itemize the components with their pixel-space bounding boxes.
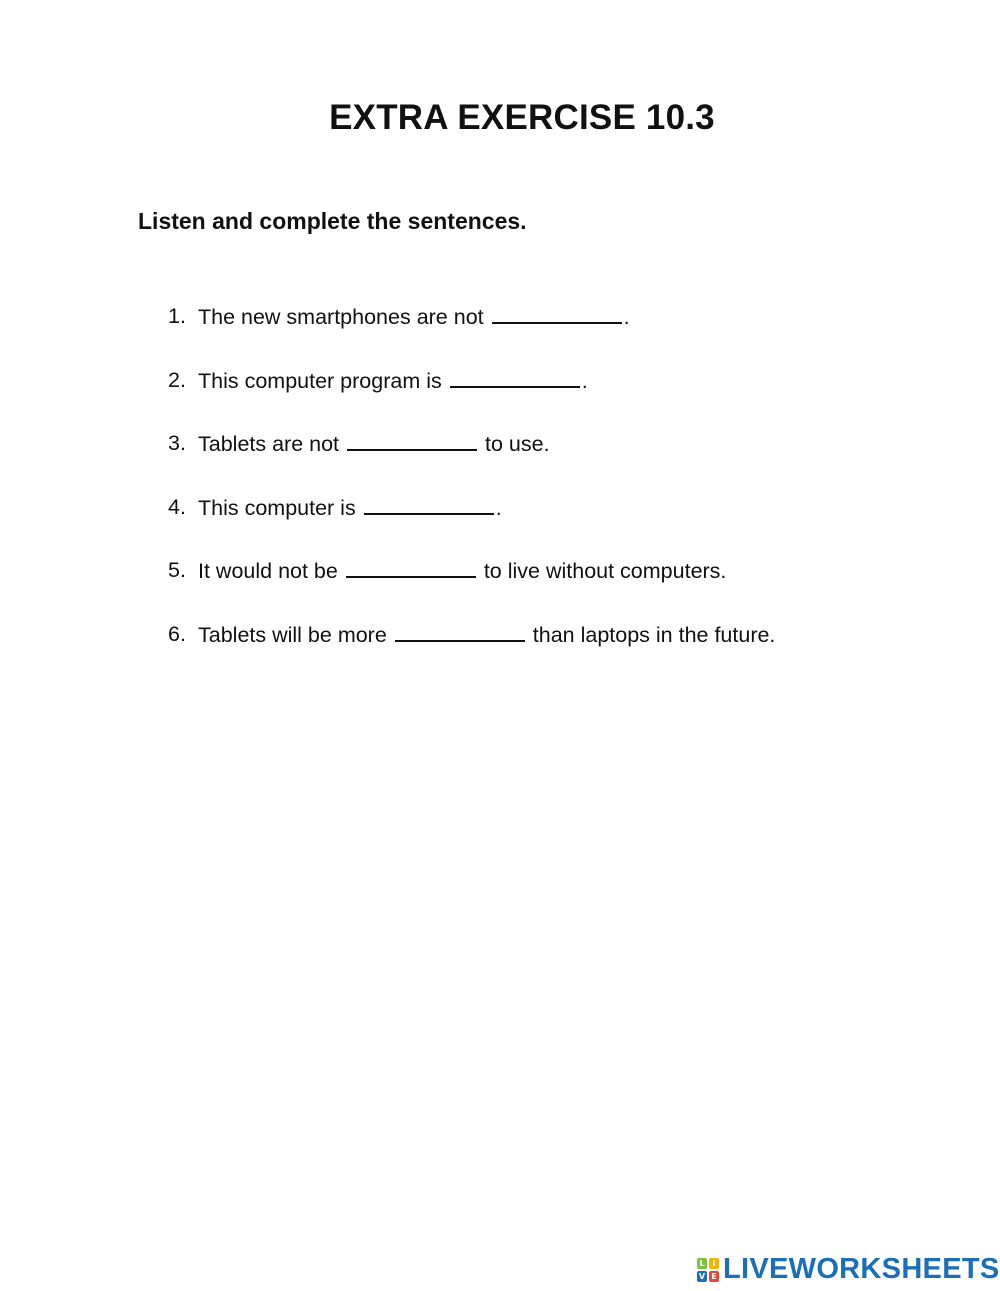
sentence-text: The new smartphones are not . xyxy=(198,302,630,366)
logo-letter: I xyxy=(709,1258,719,1269)
item-number: 2. xyxy=(168,367,186,392)
answer-blank[interactable] xyxy=(347,429,477,451)
item-number: 6. xyxy=(168,621,186,646)
sentence-text: Tablets will be more than laptops in the future. xyxy=(198,620,775,684)
item-number: 5. xyxy=(168,558,186,583)
list-item xyxy=(168,620,775,684)
logo-letter: V xyxy=(698,1271,706,1281)
logo-letter: L xyxy=(697,1258,707,1269)
answer-blank[interactable] xyxy=(450,366,580,388)
logo-letter: E xyxy=(709,1271,719,1282)
answer-blank[interactable] xyxy=(364,493,494,515)
sentence-text: This computer is . xyxy=(198,493,502,557)
sentence-list xyxy=(168,302,775,684)
list-item xyxy=(168,556,775,620)
sentence-text: It would not be to live without computers. xyxy=(198,556,726,620)
answer-blank[interactable] xyxy=(395,620,525,642)
logo-text: LIVEWORKSHEETS xyxy=(723,1253,1000,1285)
list-item xyxy=(168,429,775,493)
item-number: 4. xyxy=(168,494,186,519)
answer-blank[interactable] xyxy=(346,556,476,578)
list-item xyxy=(168,302,775,366)
liveworksheets-logo xyxy=(697,1253,1000,1286)
liveworksheets-logo-icon xyxy=(697,1258,719,1282)
page-title: EXTRA EXERCISE 10.3 xyxy=(329,98,715,137)
sentence-text: Tablets are not to use. xyxy=(198,429,550,493)
item-number: 1. xyxy=(168,304,186,328)
item-number: 3. xyxy=(168,431,186,456)
sentence-text: This computer program is . xyxy=(198,366,588,430)
instruction-text: Listen and complete the sentences. xyxy=(138,208,527,234)
list-item xyxy=(168,366,775,430)
answer-blank[interactable] xyxy=(492,302,622,324)
list-item xyxy=(168,493,775,557)
